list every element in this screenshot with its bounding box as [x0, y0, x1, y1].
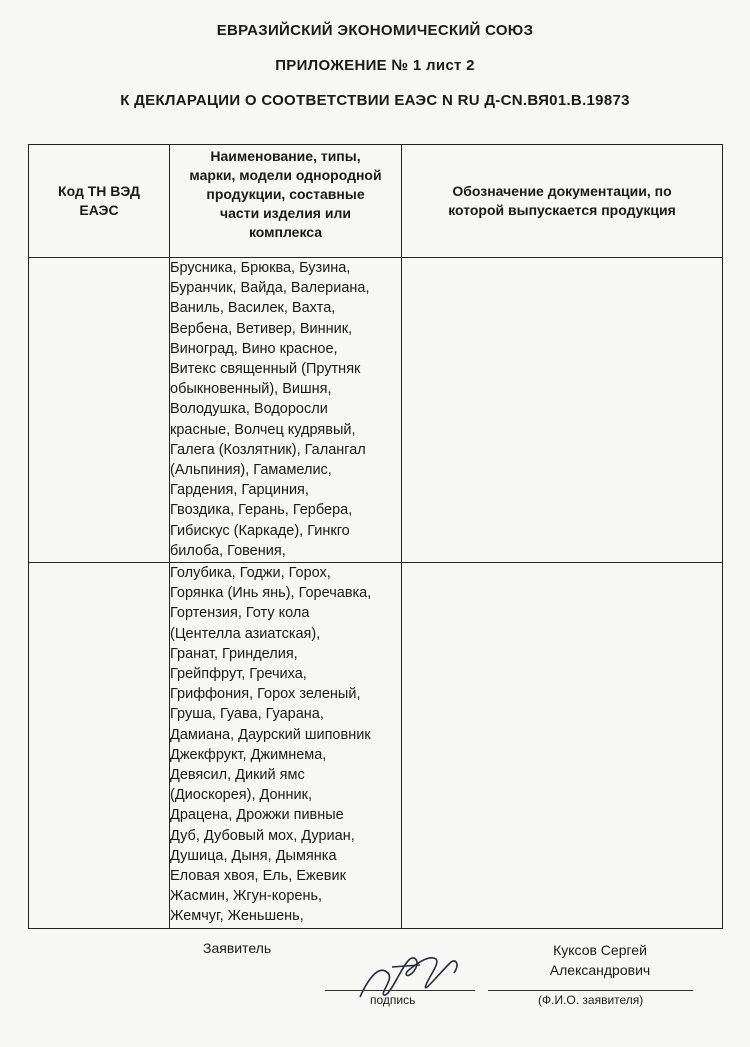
product-name-line: билоба, Говения,: [170, 542, 286, 559]
column-header-name-line: комплекса: [248, 224, 323, 240]
product-name-line: Виноград, Вино красное,: [170, 340, 338, 357]
product-name-line: Горянка (Инь янь), Горечавка,: [170, 585, 372, 602]
product-name-line: Гибискус (Каркаде), Гинкго: [170, 522, 350, 539]
column-header-code: [29, 145, 170, 258]
column-header-name-line: части изделия или: [220, 205, 351, 221]
column-header-doc: [402, 145, 723, 258]
product-name-line: (Альпиния), Гамамелис,: [170, 462, 332, 479]
doc-cell: [402, 258, 723, 563]
column-header-doc-line: которой выпускается продукция: [448, 202, 676, 218]
declaration-reference: К ДЕКЛАРАЦИИ О СООТВЕТСТВИИ ЕАЭС N RU Д-CN.ВЯ01.В.19873: [120, 92, 630, 109]
product-name-line: Гардения, Гарциния,: [170, 482, 309, 499]
column-header-code-line: ЕАЭС: [79, 202, 119, 218]
column-header-name-line: Наименование, типы,: [210, 148, 361, 164]
signature-caption: подпись: [370, 993, 416, 1007]
table-row: [29, 563, 723, 929]
product-name-line: Драцена, Дрожжи пивные: [170, 807, 344, 824]
applicant-name-surname: Куксов Сергей: [553, 942, 647, 958]
product-name-line: Гортензия, Готу кола: [170, 605, 310, 622]
product-name-line: Дамиана, Даурский шиповник: [170, 726, 371, 743]
product-name-line: обыкновенный), Вишня,: [170, 381, 332, 398]
column-header-name: [170, 145, 402, 258]
product-name-line: Брусника, Брюква, Бузина,: [170, 260, 351, 276]
signature-line: [325, 990, 475, 991]
product-name-line: красные, Волчец кудрявый,: [170, 421, 356, 438]
column-header-name-line: продукции, составные: [206, 186, 365, 202]
product-name-line: Груша, Гуава, Гуарана,: [170, 706, 324, 723]
applicant-label: Заявитель: [203, 940, 272, 956]
column-header-doc-line: Обозначение документации, по: [452, 183, 672, 199]
product-name-line: Володушка, Водоросли: [170, 401, 328, 418]
column-header-code-line: Код ТН ВЭД: [58, 183, 140, 199]
product-name-line: Жасмин, Жгун-корень,: [170, 888, 323, 905]
column-header-name-line: марки, модели однородной: [189, 167, 382, 183]
product-name-line: Ваниль, Василек, Вахта,: [170, 300, 336, 317]
doc-cell: [402, 563, 723, 929]
product-name-line: Гвоздика, Герань, Гербера,: [170, 502, 353, 519]
product-name-line: Грейпфрут, Гречиха,: [170, 666, 307, 683]
table-row: [29, 258, 723, 563]
union-title: ЕВРАЗИЙСКИЙ ЭКОНОМИЧЕСКИЙ СОЮЗ: [216, 22, 534, 39]
name-caption: (Ф.И.О. заявителя): [538, 993, 644, 1007]
product-name-line: (Центелла азиатская),: [170, 625, 321, 642]
product-name-line: Жемчуг, Женьшень,: [170, 908, 304, 925]
product-name-line: Джекфрукт, Джимнема,: [170, 746, 327, 763]
code-cell: [29, 258, 170, 563]
product-name-line: Дуб, Дубовый мох, Дуриан,: [170, 827, 355, 844]
name-line: [488, 990, 693, 991]
product-name-line: Голубика, Годжи, Горох,: [170, 565, 331, 581]
code-cell: [29, 563, 170, 929]
applicant-name-patronymic: Александрович: [549, 962, 651, 978]
product-name-line: Галега (Козлятник), Галангал: [170, 441, 366, 458]
product-name-line: Гриффония, Горох зеленый,: [170, 686, 361, 703]
product-name-line: Витекс священный (Прутняк: [170, 361, 361, 378]
name-cell: [170, 258, 402, 563]
product-name-line: Девясил, Дикий ямс: [170, 767, 305, 784]
product-name-line: Душица, Дыня, Дымянка: [170, 847, 337, 864]
product-name-line: (Диоскорея), Донник,: [170, 787, 313, 804]
product-name-line: Буранчик, Вайда, Валериана,: [170, 280, 370, 297]
name-cell: [170, 563, 402, 929]
product-name-line: Еловая хвоя, Ель, Ежевик: [170, 868, 346, 885]
products-table: [28, 144, 723, 929]
product-name-line: Гранат, Гринделия,: [170, 645, 298, 662]
table-header-row: [29, 145, 723, 258]
product-name-line: Вербена, Ветивер, Винник,: [170, 320, 353, 337]
appendix-title: ПРИЛОЖЕНИЕ № 1 лист 2: [275, 57, 475, 74]
